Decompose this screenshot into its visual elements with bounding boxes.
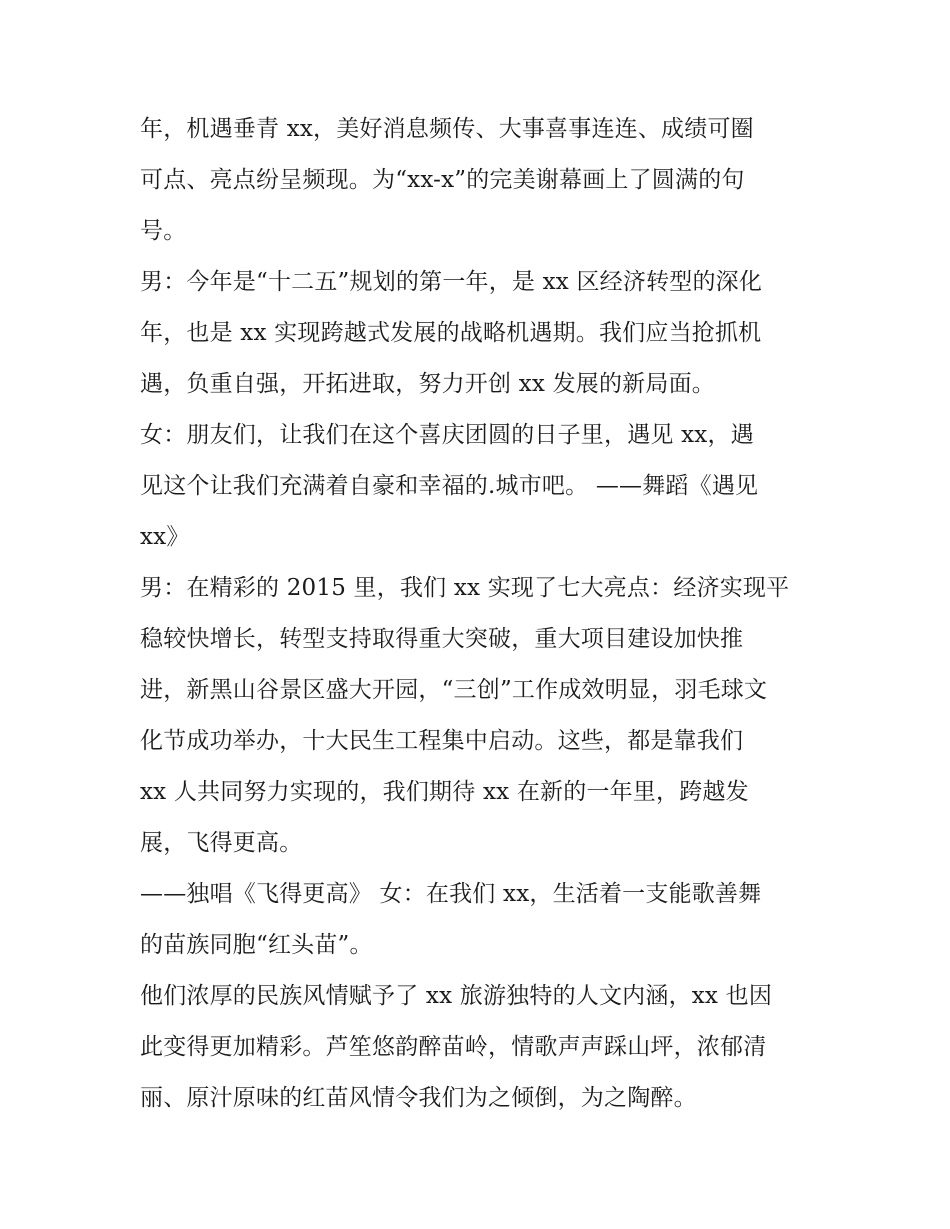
document-body [140,104,820,1124]
text-line: 丽、原汁原味的红苗风情令我们为之倾倒，为之陶醉。 [140,1085,697,1111]
text-line: 女：朋友们，让我们在这个喜庆团圆的日子里，遇见 xx，遇 [140,422,754,448]
text-line: 此变得更加精彩。芦笙悠韵醉苗岭，情歌声声踩山坪，浓郁清 [140,1034,767,1060]
text-line: 的苗族同胞“红头苗”。 [140,932,373,958]
text-line: 可点、亮点纷呈频现。为“xx-x”的完美谢幕画上了圆满的句 [140,167,745,193]
text-line: ——独唱《飞得更高》 女：在我们 xx，生活着一支能歌善舞 [140,881,762,907]
text-line: 男：在精彩的 2015 里，我们 xx 实现了七大亮点：经济实现平 [140,575,790,601]
text-line: 男：今年是“十二五”规划的第一年，是 xx 区经济转型的深化 [140,269,763,295]
text-line: 稳较快增长，转型支持取得重大突破，重大项目建设加快推 [140,626,744,652]
text-line: 化节成功举办，十大民生工程集中启动。这些，都是靠我们 [140,728,744,754]
text-line: xx》 [140,524,190,550]
text-line: 号。 [140,218,187,244]
text-line: xx 人共同努力实现的，我们期待 xx 在新的一年里，跨越发 [140,779,749,805]
text-line: 年，也是 xx 实现跨越式发展的战略机遇期。我们应当抢抓机 [140,320,762,346]
text-line: 遇，负重自强，开拓进取，努力开创 xx 发展的新局面。 [140,371,715,397]
text-line: 见这个让我们充满着自豪和幸福的.城市吧。 ——舞蹈《遇见 [140,473,759,499]
text-line: 年，机遇垂青 xx，美好消息频传、大事喜事连连、成绩可圈 [140,116,754,142]
text-line: 展，飞得更高。 [140,830,303,856]
text-line: 进，新黑山谷景区盛大开园，“三创”工作成效明显，羽毛球文 [140,677,768,703]
text-line: 他们浓厚的民族风情赋予了 xx 旅游独特的人文内涵，xx 也因 [140,983,773,1009]
